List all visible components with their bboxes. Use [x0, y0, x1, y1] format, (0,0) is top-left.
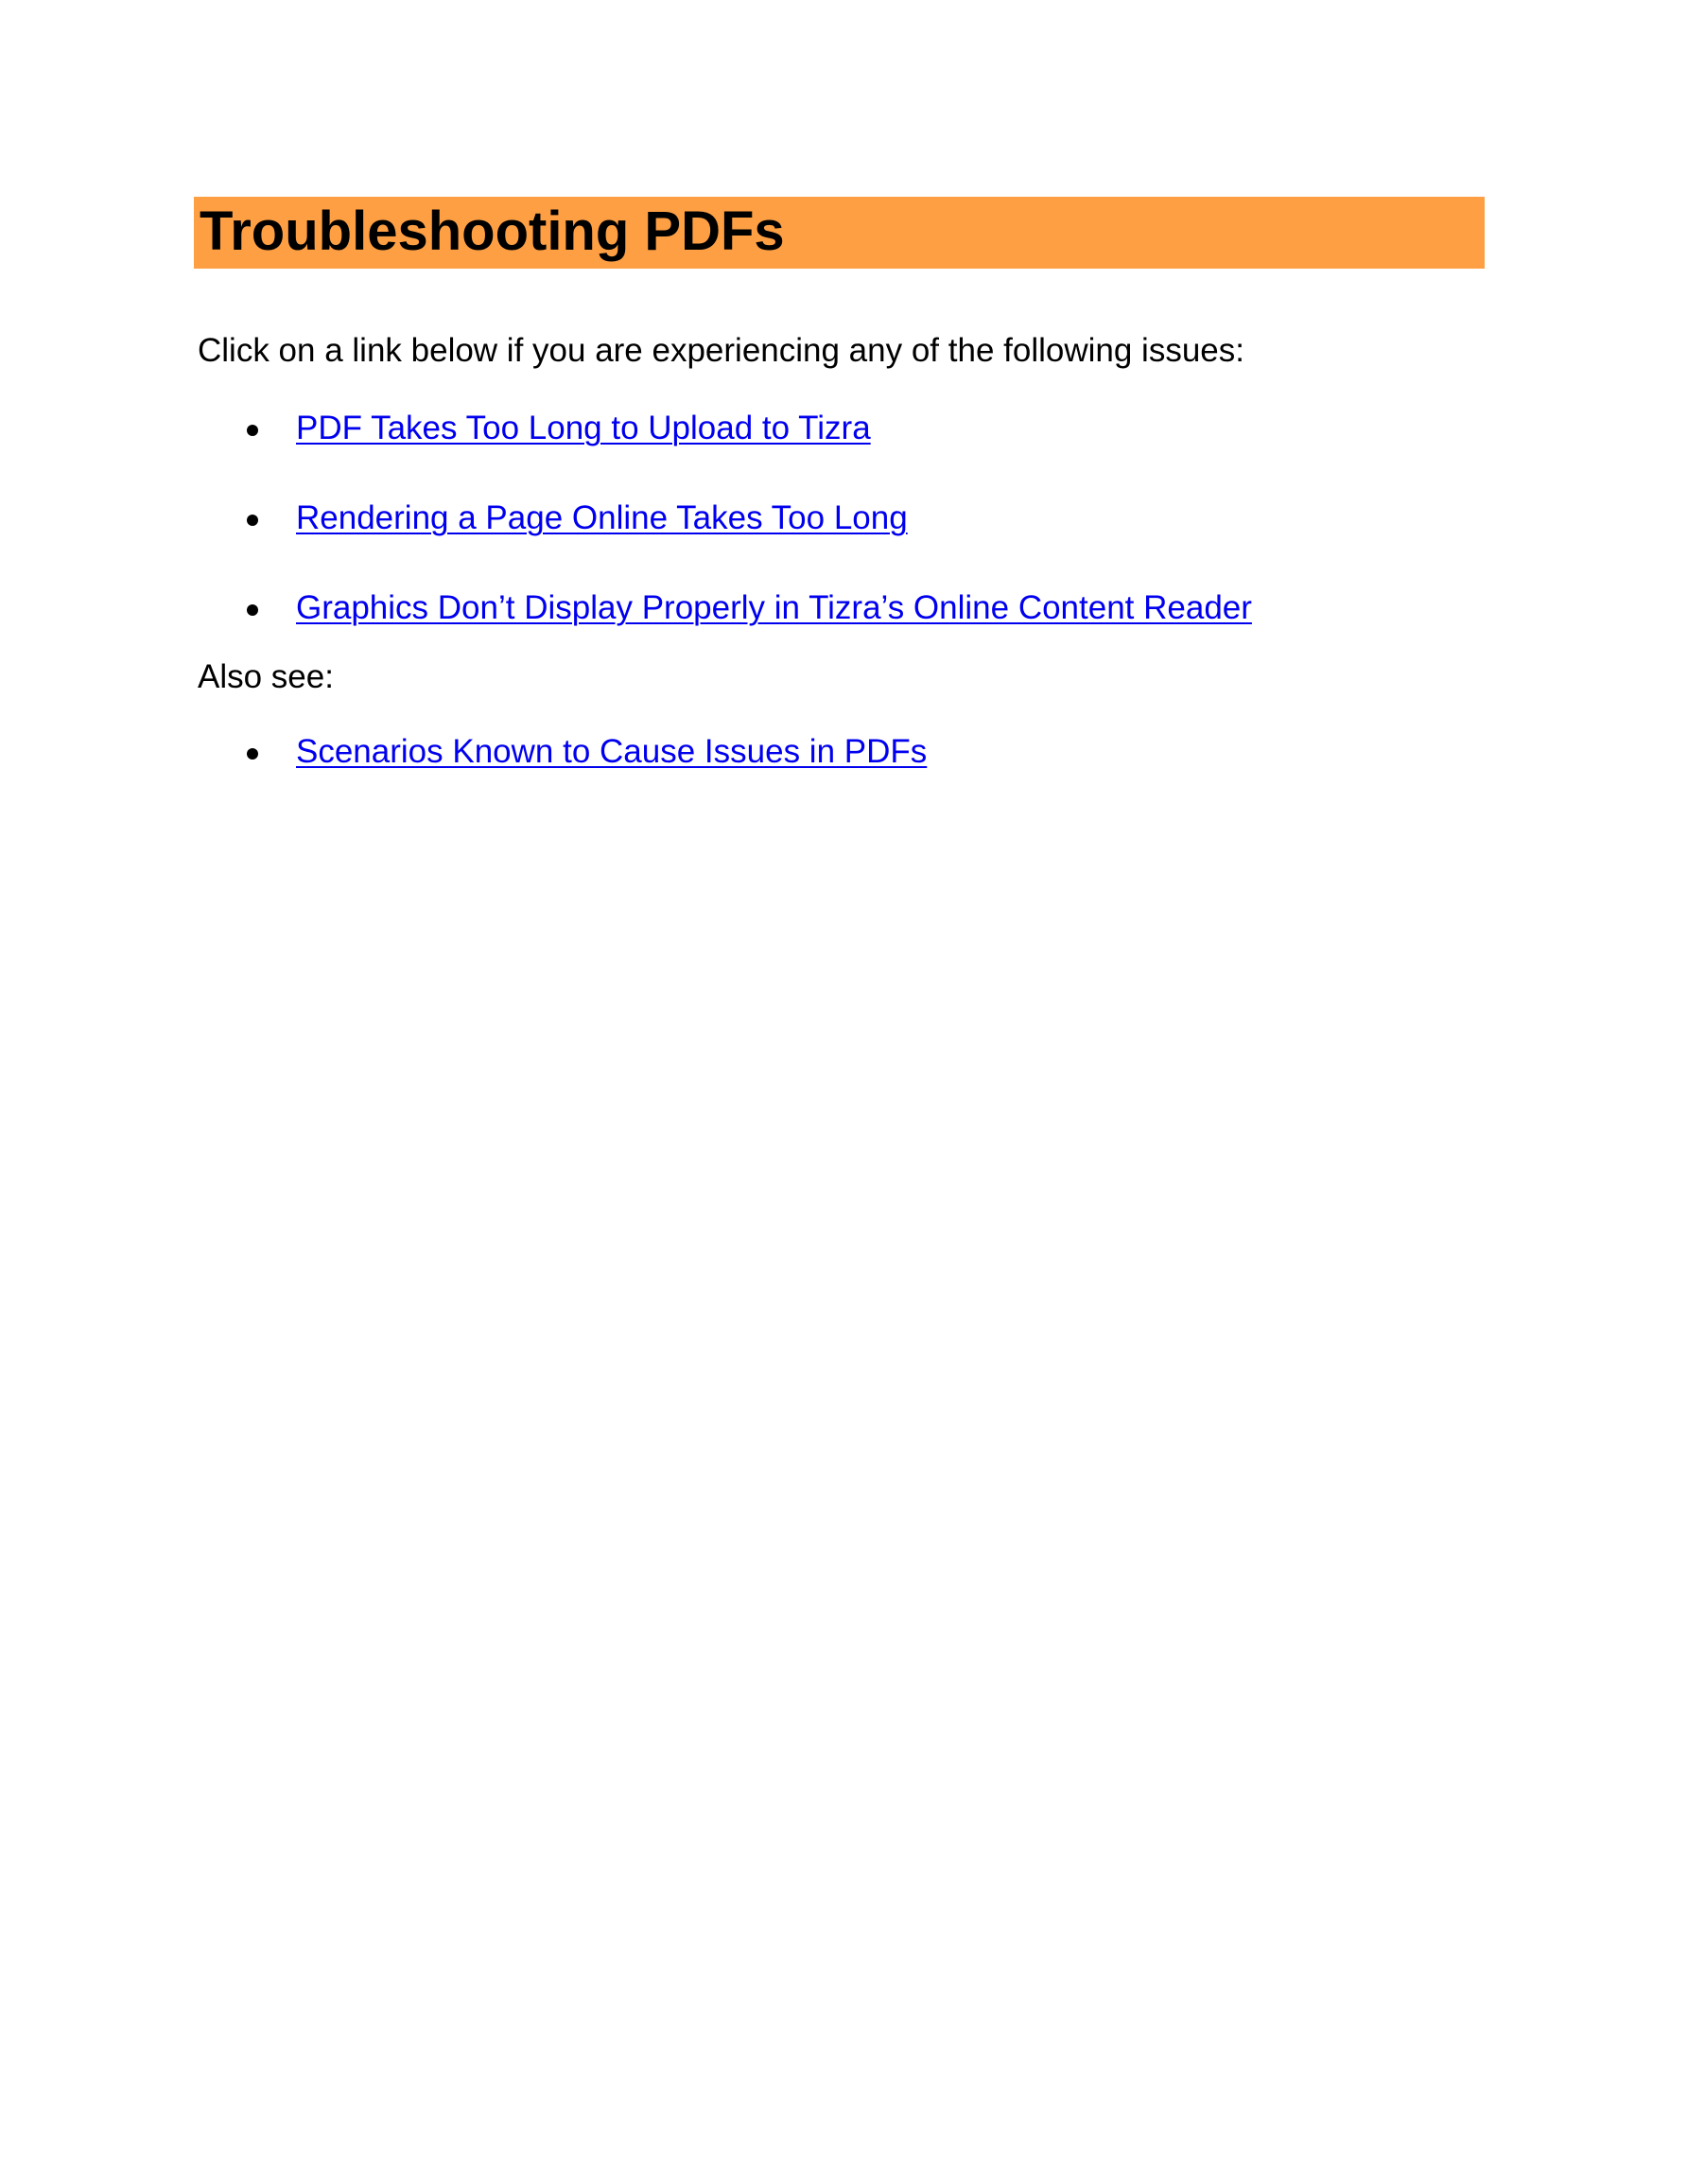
also-see-label: Also see: — [198, 658, 334, 695]
bullet-icon — [247, 604, 258, 616]
bullet-icon — [247, 748, 258, 760]
link-graphics-display[interactable]: Graphics Don’t Display Properly in Tizra’s Online Content Reader — [296, 589, 1252, 626]
list-item — [0, 409, 1687, 450]
intro-text: Click on a link below if you are experiencing any of the following issues: — [198, 332, 1244, 369]
link-rendering-slow[interactable]: Rendering a Page Online Takes Too Long — [296, 499, 908, 536]
list-item — [0, 588, 1687, 630]
list-item — [0, 498, 1687, 540]
list-item — [0, 732, 1687, 774]
page-title: Troubleshooting PDFs — [200, 201, 785, 262]
bullet-icon — [247, 515, 258, 526]
bullet-icon — [247, 425, 258, 436]
link-pdf-upload-slow[interactable]: PDF Takes Too Long to Upload to Tizra — [296, 410, 871, 446]
title-banner — [194, 197, 1485, 269]
link-known-scenarios[interactable]: Scenarios Known to Cause Issues in PDFs — [296, 733, 928, 770]
